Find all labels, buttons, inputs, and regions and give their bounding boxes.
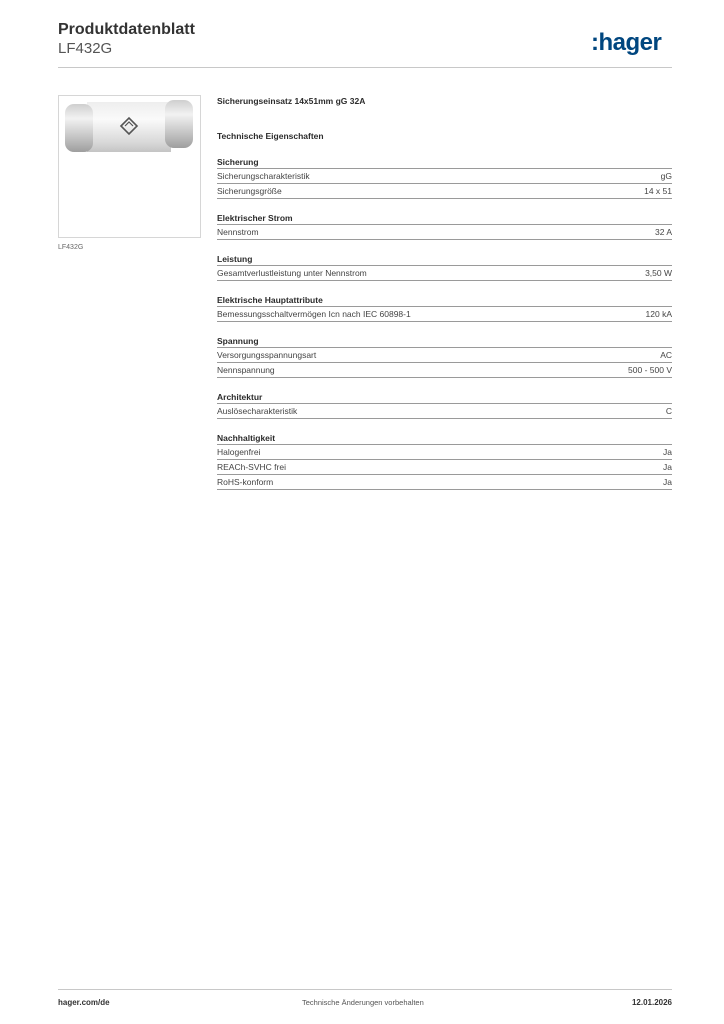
section	[217, 294, 672, 322]
property-row	[217, 475, 672, 490]
property-rows	[217, 403, 672, 419]
section-title: Architektur	[217, 392, 263, 402]
property-rows	[217, 347, 672, 378]
logo-text: :hager	[591, 29, 662, 56]
product-name: Sicherungseinsatz 14x51mm gG 32A	[217, 96, 366, 106]
product-code: LF432G	[58, 40, 113, 57]
product-image	[58, 95, 201, 238]
property-value: Ja	[663, 447, 672, 457]
datasheet-content	[217, 95, 672, 490]
property-row	[217, 363, 672, 378]
property-label: REACh-SVHC frei	[217, 462, 286, 472]
property-label: Auslösecharakteristik	[217, 406, 298, 416]
property-label: Sicherungsgröße	[217, 186, 282, 196]
footer-divider	[58, 989, 672, 990]
property-value: Ja	[663, 462, 672, 472]
property-value: Ja	[663, 477, 672, 487]
image-caption: LF432G	[58, 244, 84, 251]
property-row	[217, 404, 672, 419]
property-rows	[217, 224, 672, 240]
property-value: 32 A	[654, 227, 672, 237]
property-label: Halogenfrei	[217, 447, 261, 457]
property-row	[217, 460, 672, 475]
section	[217, 391, 672, 419]
property-row	[217, 225, 672, 240]
property-label: Bemessungsschaltvermögen Icn nach IEC 60898-1	[217, 309, 411, 319]
property-sections	[217, 156, 672, 490]
property-row	[217, 184, 672, 199]
property-label: Nennstrom	[217, 227, 259, 237]
section	[217, 253, 672, 281]
property-value: 3,50 W	[645, 268, 672, 278]
property-value: 120 kA	[645, 309, 672, 319]
section	[217, 212, 672, 240]
section-title: Leistung	[217, 254, 253, 264]
property-value: 500 - 500 V	[628, 365, 672, 375]
section-title: Elektrischer Strom	[217, 213, 293, 223]
property-value: C	[665, 406, 672, 416]
header-divider	[58, 67, 672, 68]
property-value: gG	[660, 171, 672, 181]
property-row	[217, 169, 672, 184]
document-title: Produktdatenblatt	[58, 21, 195, 38]
section-title: Elektrische Hauptattribute	[217, 295, 323, 305]
property-label: Sicherungscharakteristik	[217, 171, 310, 181]
property-row	[217, 445, 672, 460]
section	[217, 156, 672, 199]
property-label: Gesamtverlustleistung unter Nennstrom	[217, 268, 367, 278]
property-label: Versorgungsspannungsart	[217, 350, 317, 360]
hager-logo	[591, 27, 681, 57]
section	[217, 432, 672, 490]
section-title: Sicherung	[217, 157, 259, 167]
section-title: Spannung	[217, 336, 259, 346]
property-value: AC	[660, 350, 672, 360]
property-rows	[217, 306, 672, 322]
section-title: Nachhaltigkeit	[217, 433, 276, 443]
property-row	[217, 307, 672, 322]
property-rows	[217, 444, 672, 490]
fuse-cartridge-image	[59, 96, 200, 237]
property-value: 14 x 51	[644, 186, 672, 196]
property-row	[217, 266, 672, 281]
footer-website[interactable]: hager.com/de	[58, 998, 110, 1007]
property-rows	[217, 168, 672, 199]
property-label: Nennspannung	[217, 365, 275, 375]
footer-date: 12.01.2026	[631, 998, 672, 1007]
properties-title: Technische Eigenschaften	[217, 131, 324, 141]
property-row	[217, 348, 672, 363]
section	[217, 335, 672, 378]
property-rows	[217, 265, 672, 281]
property-label: RoHS-konform	[217, 477, 274, 487]
footer-notice: Technische Änderungen vorbehalten	[302, 998, 424, 1007]
